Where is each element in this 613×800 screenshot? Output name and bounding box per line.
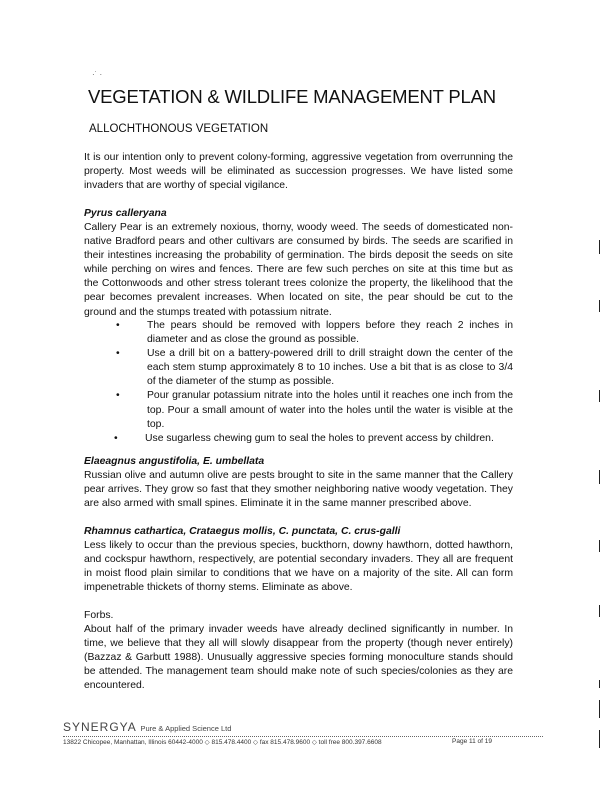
document-title: VEGETATION & WILDLIFE MANAGEMENT PLAN	[88, 86, 496, 107]
scan-mark	[599, 240, 600, 254]
bullet-icon: •	[116, 390, 120, 402]
list-item: • Use a drill bit on a battery-powered drill to drill straight down the center of the each stem stump approximately 8 to 10 inches. Use a bit that is as close to 3/4 of the diameter of the stump as possible.	[116, 348, 513, 388]
footer-address: 13822 Chicopee, Manhattan, Illinois 60442-4000 ◇ 815.478.4400 ◇ fax 815.478.9600 ◇ toll free 800.397.6608	[63, 739, 382, 746]
section-heading: ALLOCHTHONOUS VEGETATION	[89, 123, 269, 135]
list-item: • Use sugarless chewing gum to seal the holes to prevent access by children.	[84, 432, 513, 446]
scan-mark	[599, 390, 600, 402]
scan-mark	[599, 700, 600, 718]
company-tagline: Pure & Applied Science Ltd	[140, 724, 232, 733]
elaeagnus-paragraph: Russian olive and autumn olive are pests brought to site in the same manner that the Callery pear arrives. They grow so fast that they smother neighboring native woody vegetation. They are also armed with small spines. Eliminate it in the same manner prescribed above.	[84, 470, 513, 510]
footer-divider	[63, 736, 543, 737]
pyrus-instructions-list	[84, 319, 513, 446]
rhamnus-heading: Rhamnus cathartica, Crataegus mollis, C. punctata, C. crus-galli	[84, 526, 401, 537]
scan-mark	[599, 605, 600, 617]
scan-mark	[599, 540, 600, 552]
scan-mark	[599, 680, 600, 688]
intro-paragraph: It is our intention only to prevent colony-forming, aggressive vegetation from overrunning the property. Most weeds will be eliminated as succession progresses. We have listed some invaders that are worthy of special vigilance.	[84, 152, 513, 192]
scan-mark	[599, 730, 600, 748]
pyrus-heading: Pyrus calleryana	[84, 208, 167, 219]
rhamnus-paragraph: Less likely to occur than the previous species, buckthorn, downy hawthorn, dotted hawthorn, and cockspur hawthorn, respectively, are potential secondary invaders. They all are frequent in moist flood plain similar to conditions that we have on a majority of the site. All can form impenetrable thickets of thorny stems. Eliminate as above.	[84, 540, 513, 594]
list-item: • The pears should be removed with loppers before they reach 2 inches in diameter and as close the ground as possible.	[116, 320, 513, 346]
scan-mark	[599, 300, 600, 312]
bullet-icon: •	[116, 348, 120, 360]
bullet-icon: •	[116, 320, 120, 331]
scan-artifact: ·˙ ·	[92, 70, 103, 79]
bullet-icon: •	[114, 432, 118, 444]
scan-mark	[599, 470, 600, 484]
page-number: Page 11 of 19	[452, 738, 492, 745]
list-item: • Pour granular potassium nitrate into the holes until it reaches one inch from the top. Pour a small amount of water into the holes until the water is visible at the top.	[116, 390, 513, 430]
forbs-paragraph: About half of the primary invader weeds have already declined significantly in number. In time, we believe that they all will slowly disappear from the property (though never entirely) (Bazzaz & Garbutt 1988). Unusually aggressive species forming monoculture stands should be attended. The management team should make note of such species/colonies as they are encountered.	[84, 624, 513, 692]
pyrus-paragraph: Callery Pear is an extremely noxious, thorny, woody weed. The seeds of domesticated non-native Bradford pears and other cultivars are consumed by birds. The seeds are scarified in their intestines increasing the probability of germination. The birds deposit the seeds on site while perching on wires and fences. There are few such perches on site at this time but as the Cottonwoods and other stress tolerant trees colonize the property, the likelihood that the pear becomes prevalent increases. When located on site, the pear should be cut to the ground and the stumps treated with potassium nitrate.	[84, 222, 513, 318]
company-logo: SYNERGYA Pure & Applied Science Ltd	[63, 720, 232, 734]
forbs-heading: Forbs.	[84, 610, 114, 621]
elaeagnus-heading: Elaeagnus angustifolia, E. umbellata	[84, 456, 265, 467]
